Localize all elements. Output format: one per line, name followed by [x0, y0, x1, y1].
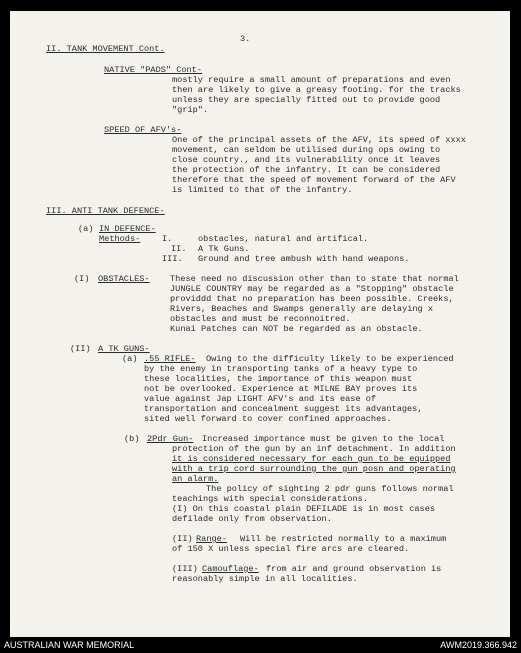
- obstacles-line: Rivers, Beaches and Swamps generally are delaying x: [170, 304, 434, 314]
- in-defence-label: IN DEFENCE-: [99, 224, 156, 234]
- guns-label: A TK GUNS-: [98, 344, 150, 354]
- policy-line: The policy of sighting 2 pdr guns follows normal: [206, 484, 454, 494]
- rifle-line: not be overlooked. Experience at MILNE BAY proves its: [144, 384, 418, 394]
- obstacles-line: JUNGLE COUNTRY may be regarded as a "Stopping" obstacle: [170, 284, 454, 294]
- rifle-line: by the enemy in transporting tanks of a heavy type to: [144, 364, 418, 374]
- speed-line: therefore that the speed of movement forward of the AFV: [172, 175, 456, 185]
- obstacles-marker: (I): [74, 274, 90, 284]
- method-text: obstacles, natural and artifical.: [198, 234, 369, 244]
- range-line: of 150 X unless special fire arcs are cleared.: [172, 544, 410, 554]
- gun2-line: protection of the gun by an inf detachment. In addition: [172, 444, 456, 454]
- native-pads-line: unless they are specially fitted out to provide good: [172, 95, 441, 105]
- section-2-heading: II. TANK MOVEMENT Cont.: [46, 44, 165, 54]
- camo-line: reasonably simple in all localities.: [172, 574, 358, 584]
- range-line: Will be restricted normally to a maximum: [240, 534, 447, 544]
- footer-bar: [0, 637, 521, 653]
- gun2-line: an alarm.: [172, 474, 219, 484]
- speed-line: close country., and its vulnerability once it leaves: [172, 155, 441, 165]
- gun2-label: 2Pdr Gun-: [147, 434, 194, 444]
- document-page: [10, 11, 510, 637]
- obstacles-line: providdd that no preparation has been possible. Creeks,: [170, 294, 454, 304]
- speed-line: is limited to that of the infantry.: [172, 185, 353, 195]
- method-text: Ground and tree ambush with hand weapons.: [198, 254, 410, 264]
- range-marker: (II): [172, 534, 193, 544]
- method-number: III.: [162, 254, 183, 264]
- speed-line: One of the principal assets of the AFV, its speed of xxxx: [172, 135, 466, 145]
- obstacles-label: OBSTACLES-: [98, 274, 150, 284]
- speed-line: the protection of the infantry. It can be considered: [172, 165, 441, 175]
- rifle-line: value against Jap LIGHT AFV's and its ease of: [144, 394, 377, 404]
- methods-label: Methods-: [99, 234, 141, 244]
- method-text: A Tk Guns.: [198, 244, 250, 254]
- native-pads-line: then are likely to give a greasy footing. for the tracks: [172, 85, 461, 95]
- method-number: II.: [171, 244, 187, 254]
- footer-source: AUSTRALIAN WAR MEMORIAL: [4, 640, 135, 650]
- rifle-label: .55 RIFLE-: [144, 354, 196, 364]
- obstacles-line: These need no discussion other than to state that normal: [170, 274, 459, 284]
- coastal-line: (I) On this coastal plain DEFILADE is in most cases: [172, 504, 436, 514]
- section-3-heading: III. ANTI TANK DEFENCE-: [46, 206, 165, 216]
- gun2-line: it is considered necessary for each gun to be equipped: [172, 454, 451, 464]
- rifle-marker: (a): [122, 354, 138, 364]
- coastal-line: defilade only from observation.: [172, 514, 332, 524]
- rifle-line: sited well forward to cover confined approaches.: [144, 414, 392, 424]
- rifle-line: these localities, the importance of this weapon must: [144, 374, 413, 384]
- footer-accession-number: AWM2019.366.942: [440, 640, 517, 650]
- speed-label: SPEED OF AFV's-: [104, 125, 182, 135]
- camo-label: Camouflage-: [202, 564, 259, 574]
- guns-marker: (II): [70, 344, 91, 354]
- in-defence-marker: (a): [78, 224, 94, 234]
- camo-marker: (III): [172, 564, 198, 574]
- camo-line: from air and ground observation is: [266, 564, 442, 574]
- gun2-line: Increased importance must be given to the local: [202, 434, 445, 444]
- native-pads-label: NATIVE "PADS" Cont-: [104, 65, 202, 75]
- rifle-line: Owing to the difficulty likely to be experienced: [206, 354, 454, 364]
- gun2-marker: (b): [124, 434, 140, 444]
- rifle-line: transportation and concealment suggest its advantages,: [144, 404, 423, 414]
- obstacles-line: obstacles and must be reconnoitred.: [170, 314, 351, 324]
- page-number: 3.: [240, 34, 251, 44]
- gun2-line: with a trip cord surrounding the gun posn and operating: [172, 464, 456, 474]
- method-number: I.: [162, 234, 173, 244]
- native-pads-line: "grip".: [172, 105, 209, 115]
- policy-line: teachings with special considerations.: [172, 494, 368, 504]
- obstacles-line: Kunai Patches can NOT be regarded as an obstacle.: [170, 324, 423, 334]
- range-label: Range-: [196, 534, 227, 544]
- native-pads-line: mostly require a small amount of preparations and even: [172, 75, 451, 85]
- speed-line: movement, can seldom be utilised during ops owing to: [172, 145, 441, 155]
